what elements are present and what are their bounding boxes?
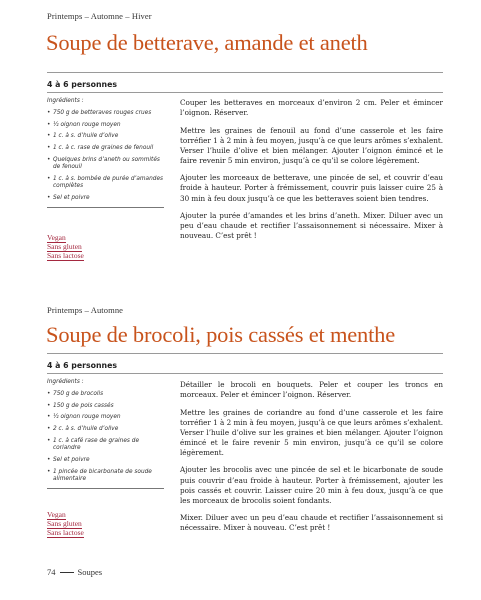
recipe-1-instructions xyxy=(180,98,443,249)
instruction-paragraph: Détailler le brocoli en bouquets. Peler et couper les troncs en morceaux. Peler et émincer l’oignon. Réserver. xyxy=(180,380,443,400)
recipe-2-divider xyxy=(47,353,443,354)
instruction-paragraph: Couper les betteraves en morceaux d’environ 2 cm. Peler et émincer l’oignon. Réserver. xyxy=(180,98,443,118)
ingredient-item: • Sel et poivre xyxy=(47,195,167,203)
recipe-1-ingredients xyxy=(47,98,167,208)
ingredients-label: Ingrédients : xyxy=(47,98,84,104)
recipe-1-divider-2 xyxy=(47,92,443,93)
ingredient-item: • 2 c. à s. d’huile d’olive xyxy=(47,426,167,434)
instruction-paragraph: Ajouter la purée d’amandes et les brins d’aneth. Mixer. Diluer avec un peu d’eau chaude et rectifier l’assaisonnement si nécessaire. Mixer à nouveau. C’est prêt ! xyxy=(180,211,443,241)
ingredient-item: • 1 pincée de bicarbonate de soude alimentaire xyxy=(47,469,167,484)
ingredients-label: Ingrédients : xyxy=(47,379,84,385)
ingredient-item: • Quelques brins d’aneth ou sommités de fenouil xyxy=(47,157,167,172)
ingredient-item: • 1 c. à café rase de graines de coriandre xyxy=(47,438,167,453)
tag-vegan: Vegan xyxy=(47,510,66,519)
tag-lactose-free: Sans lactose xyxy=(47,251,84,260)
ingredient-item: • 1 c. à c. rase de graines de fenouil xyxy=(47,145,167,153)
ingredient-item: • 750 g de brocolis xyxy=(47,391,167,399)
recipe-1-season: Printemps – Automne – Hiver xyxy=(47,11,152,21)
ingredients-end-rule xyxy=(47,207,164,208)
ingredients-end-rule xyxy=(47,488,164,489)
ingredient-item: • 1 c. à s. d’huile d’olive xyxy=(47,133,167,141)
recipe-2-divider-2 xyxy=(47,373,443,374)
ingredient-item: • 150 g de pois cassés xyxy=(47,403,167,411)
ingredient-item: • 750 g de betteraves rouges crues xyxy=(47,110,167,118)
instruction-paragraph: Mettre les graines de coriandre au fond d’une casserole et les faire torréfier 1 à 2 min à feu moyen, jusqu’à ce que leurs arômes s’exhalent. Verser l’huile d’olive sur les graines et bien mélanger. Ajouter l’oignon émincé et le faire revenir 5 min environ, jusqu’à ce qu’il se colore légèrement. xyxy=(180,407,443,457)
recipe-2-title: Soupe de brocoli, pois cassés et menthe xyxy=(46,322,395,347)
recipe-1-tags xyxy=(47,234,84,261)
recipe-1-divider xyxy=(47,72,443,73)
recipe-2-season: Printemps – Automne xyxy=(47,305,124,315)
ingredient-item: • ½ oignon rouge moyen xyxy=(47,122,167,130)
tag-gluten-free: Sans gluten xyxy=(47,519,82,528)
ingredient-item: • Sel et poivre xyxy=(47,457,167,465)
page-footer xyxy=(47,567,102,577)
recipe-1-servings: 4 à 6 personnes xyxy=(47,80,117,89)
recipe-2-ingredients xyxy=(47,379,167,489)
tag-gluten-free: Sans gluten xyxy=(47,242,82,251)
instruction-paragraph: Ajouter les brocolis avec une pincée de sel et le bicarbonate de soude puis couvrir d’eau froide à hauteur. Porter à frémissement, ajouter les pois cassés et couvrir. Laisser cuire 20 min à feu doux, jusqu’à ce que les morceaux de brocolis soient fondants. xyxy=(180,465,443,505)
recipe-2-servings: 4 à 6 personnes xyxy=(47,361,117,370)
instruction-paragraph: Mettre les graines de fenouil au fond d’une casserole et les faire torréfier 1 à 2 min à feu moyen, jusqu’à ce que leurs arômes s’exhalent. Verser l’huile d’olive et bien mélanger. Ajouter l’oignon émincé et le faire revenir 5 min environ, jusqu’à ce qu’il se colore légèrement. xyxy=(180,125,443,165)
recipe-2-instructions xyxy=(180,380,443,541)
instruction-paragraph: Mixer. Diluer avec un peu d’eau chaude et rectifier l’assaisonnement si nécessaire. Mixer à nouveau. C’est prêt ! xyxy=(180,513,443,533)
page-number: 74 xyxy=(47,567,56,577)
tag-lactose-free: Sans lactose xyxy=(47,528,84,537)
instruction-paragraph: Ajouter les morceaux de betterave, une pincée de sel, et couvrir d’eau froide à hauteur. Porter à frémissement, couvrir puis laisser cuire 25 à 30 min à feu doux jusqu’à ce que les betteraves soient bien tendres. xyxy=(180,173,443,203)
footer-dash xyxy=(60,572,74,573)
section-name: Soupes xyxy=(77,567,103,577)
tag-vegan: Vegan xyxy=(47,233,66,242)
ingredient-item: • 1 c. à s. bombée de purée d’amandes complètes xyxy=(47,176,167,191)
recipe-2-tags xyxy=(47,511,84,538)
ingredient-item: • ½ oignon rouge moyen xyxy=(47,414,167,422)
recipe-1-title: Soupe de betterave, amande et aneth xyxy=(46,30,368,55)
